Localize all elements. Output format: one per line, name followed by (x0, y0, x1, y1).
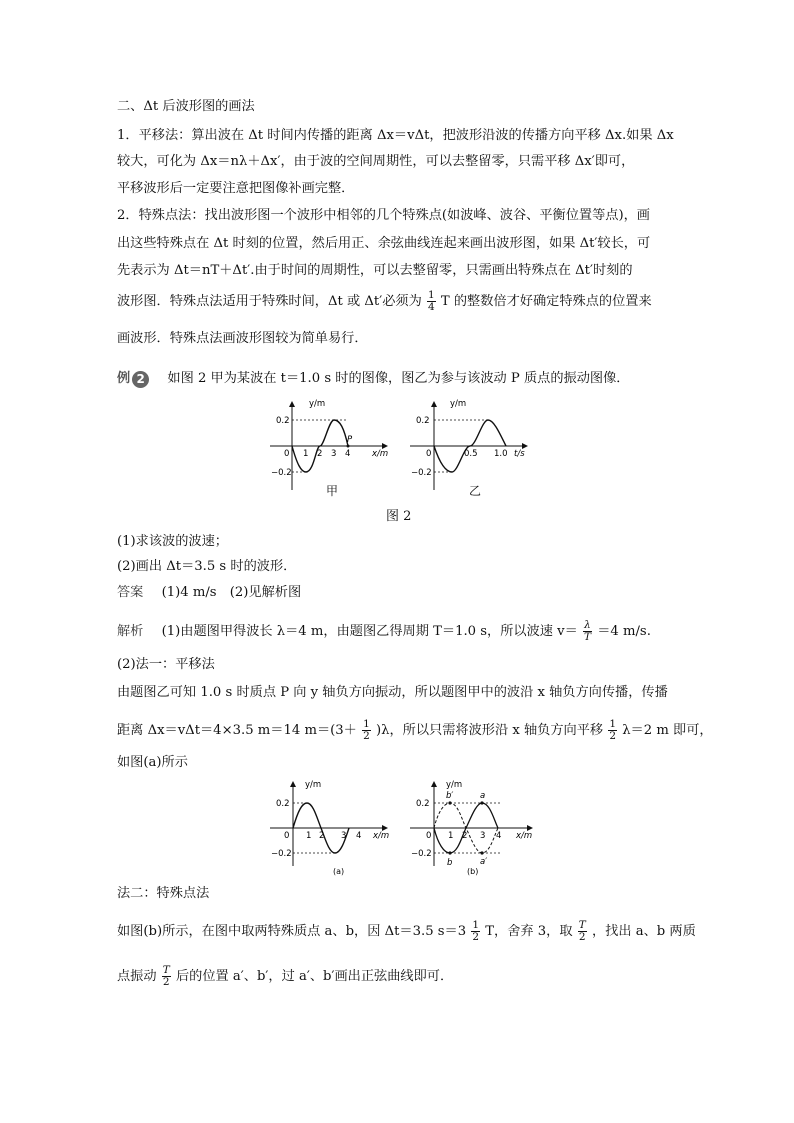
analysis-text-end: ＝4 m/s. (597, 624, 651, 639)
figure2-caption: 图 2 (386, 509, 412, 524)
frac-den: 4 (427, 301, 435, 313)
ytick: 0 (426, 831, 432, 841)
ytick: 0 (284, 449, 290, 459)
y-label: y/m (309, 399, 326, 409)
frac-num: 1 (472, 919, 480, 931)
m2l2-part2: 后的位置 a′、b′，过 a′、b′画出正弦曲线即可． (175, 969, 454, 984)
analysis-label: 解析 (117, 624, 144, 639)
figure-a (262, 778, 392, 878)
question-2: (2)画出 Δt＝3.5 s 时的波形． (117, 559, 297, 574)
method2-line2: 出这些特殊点在 Δt 时刻的位置，然后用正、余弦曲线连起来画出波形图，如果 Δt′较长，可 (117, 236, 651, 251)
xtick: 1.0 (494, 449, 508, 459)
label-a: a (480, 791, 486, 801)
ytick: −0.2 (411, 468, 432, 478)
m2l1-part2: T，舍弃 3，取 (485, 924, 573, 939)
xtick: 3 (341, 831, 347, 841)
frac-num: 1 (363, 718, 370, 730)
answer-line (117, 584, 301, 602)
xtick: 4 (496, 831, 502, 841)
m2l1-part1: 如图(b)所示，在图中取两特殊质点 a、b，因 Δt＝3.5 s＝3 (117, 924, 467, 939)
ytick: 0.2 (416, 799, 430, 809)
x-label: t/s (514, 449, 525, 459)
xtick: 1 (306, 831, 312, 841)
example-badge (117, 370, 149, 388)
example-number: 2 (132, 371, 149, 388)
point-a (480, 801, 483, 804)
ytick: −0.2 (271, 849, 292, 859)
y-label: y/m (305, 780, 322, 790)
xtick: 2 (462, 831, 468, 841)
analysis-m2-line2 (117, 965, 453, 988)
m1l2-part1: 距离 Δx＝vΔt＝4×3.5 m＝14 m＝(3＋ (117, 723, 357, 738)
x-label: x/m (516, 831, 533, 841)
method2-line4-part2: T 的整数倍才好确定特殊点的位置来 (440, 294, 652, 309)
answer-text: (1)4 m/s (2)见解析图 (161, 585, 302, 600)
method2-line4-part1: 波形图．特殊点法适用于特殊时间，Δt 或 Δt′必须为 (117, 294, 422, 309)
xtick: 4 (356, 831, 362, 841)
frac-den: 2 (609, 730, 616, 742)
point-b-prime (448, 801, 451, 804)
label-b: b (447, 858, 453, 868)
frac-num: T (162, 964, 170, 976)
xtick: 3 (331, 449, 337, 459)
method2-line5: 画波形．特殊点法画波形图较为简单易行． (117, 331, 368, 346)
frac-den: 2 (578, 931, 586, 943)
m2l2-part1: 点振动 (117, 969, 157, 984)
xtick: 4 (345, 449, 351, 459)
fraction-half-2 (608, 719, 617, 742)
figure-b (402, 778, 537, 878)
frac-den: T (583, 631, 591, 643)
method2-title: 法二：特殊点法 (117, 886, 210, 901)
figure2-jia (262, 398, 392, 494)
example-label: 例 (117, 371, 131, 386)
ytick: 0 (284, 831, 290, 841)
analysis-line1 (117, 620, 651, 643)
frac-den: 2 (162, 976, 170, 988)
analysis-m1-line1: 由题图乙可知 1.0 s 时质点 P 向 y 轴负方向振动，所以题图甲中的波沿 x 轴负方向传播，传播 (117, 685, 668, 700)
method1-line2: 较大，可化为 Δx＝nλ＋Δx′，由于波的空间周期性，可以去整留零，只需平移 Δx′即可， (117, 154, 635, 169)
label-a-prime: a′ (480, 857, 488, 867)
x-label: x/m (373, 831, 390, 841)
frac-den: 2 (472, 931, 480, 943)
fraction-quarter (427, 290, 436, 313)
frac-num: 1 (427, 289, 435, 301)
answer-label: 答案 (117, 585, 144, 600)
fraction-T-over-2 (578, 920, 587, 943)
label-b-prime: b′ (446, 791, 454, 801)
method1-line1: 1．平移法：算出波在 Δt 时间内传播的距离 Δx＝vΔt，把波形沿波的传播方向平移 Δx.如果 Δx (117, 128, 674, 143)
frac-num: λ (584, 619, 591, 631)
point-P-label: P (347, 435, 353, 445)
xtick: 1 (448, 831, 454, 841)
x-label: x/m (372, 449, 389, 459)
y-label: y/m (450, 399, 467, 409)
method1-line3: 平移波形后一定要注意把图像补画完整． (117, 181, 355, 196)
figure2-yi (402, 398, 532, 494)
fraction-lambda-over-T (583, 620, 592, 643)
analysis-m1-line2 (117, 719, 713, 742)
fraction-half (362, 719, 371, 742)
ytick: 0.2 (276, 799, 290, 809)
analysis-m1-line3: 如图(a)所示 (117, 755, 188, 770)
figure-b-label: (b) (467, 867, 479, 876)
ytick: −0.2 (411, 849, 432, 859)
figure2-yi-label: 乙 (469, 484, 482, 498)
xtick: 1 (303, 449, 309, 459)
m1l2-part3: λ＝2 m 即可， (622, 723, 713, 738)
point-b (448, 851, 451, 854)
method2-line1: 2．特殊点法：找出波形图一个波形中相邻的几个特殊点(如波峰、波谷、平衡位置等点)，画 (117, 208, 650, 223)
y-label: y/m (446, 780, 463, 790)
fraction-half-3 (471, 920, 480, 943)
xtick: 0.5 (464, 449, 478, 459)
frac-den: 2 (363, 730, 370, 742)
fraction-T-over-2-b (162, 965, 171, 988)
xtick: 3 (480, 831, 486, 841)
ytick: −0.2 (271, 468, 292, 478)
method2-line3: 先表示为 Δt＝nT＋Δt′.由于时间的周期性，可以去整留零，只需画出特殊点在 Δt′时刻的 (117, 263, 633, 278)
analysis-text: (1)由题图甲得波长 λ＝4 m，由题图乙得周期 T＝1.0 s，所以波速 v＝ (161, 624, 578, 639)
figure-a-label: (a) (333, 867, 345, 876)
frac-num: 1 (609, 718, 616, 730)
ytick: 0 (426, 449, 432, 459)
section-title: 二、Δt 后波形图的画法 (117, 99, 255, 114)
method1-title: (2)法一：平移法 (117, 657, 215, 672)
m2l1-part3: ，找出 a、b 两质 (591, 924, 696, 939)
xtick: 2 (319, 831, 325, 841)
ytick: 0.2 (276, 416, 290, 426)
xtick: 2 (317, 449, 323, 459)
question-1: (1)求该波的波速； (117, 534, 228, 549)
analysis-m2-line1 (117, 920, 696, 943)
ytick: 0.2 (416, 416, 430, 426)
frac-num: T (578, 919, 586, 931)
figure2-jia-label: 甲 (326, 484, 339, 498)
example-text: 如图 2 甲为某波在 t＝1.0 s 时的图像，图乙为参与该波动 P 质点的振动图像． (167, 371, 630, 386)
point-a-prime (480, 851, 483, 854)
example-line (117, 370, 629, 388)
m1l2-part2: )λ，所以只需将波形沿 x 轴负方向平移 (375, 723, 604, 738)
method2-line4 (117, 290, 652, 313)
